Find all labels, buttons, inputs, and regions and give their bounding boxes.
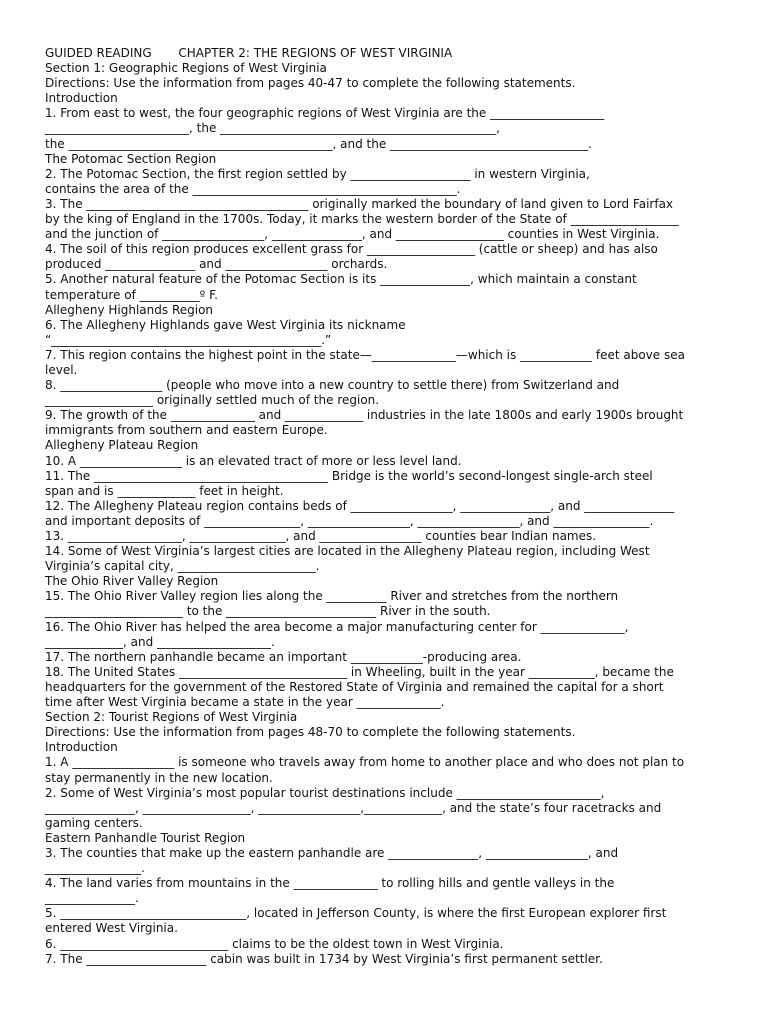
text-line: GUIDED READING CHAPTER 2: THE REGIONS OF WEST VIRGINIA (45, 46, 453, 60)
text-line: _______________. (45, 891, 139, 906)
text-line: stay permanently in the new location. (45, 770, 273, 785)
text-line: 17. The northern panhandle became an important ____________-producing area. (45, 649, 522, 664)
text-line: 4. The soil of this region produces excellent grass for __________________ (cattle or sheep) and has also (45, 242, 658, 257)
text-line: 6. The Allegheny Highlands gave West Virginia its nickname (45, 317, 406, 332)
text-line: Allegheny Plateau Region (45, 438, 199, 453)
text-line: 7. This region contains the highest point in the state—______________—which is ____________ feet above sea (45, 347, 685, 362)
text-line: Directions: Use the information from pages 48-70 to complete the following statements. (45, 725, 576, 740)
text-line: 2. The Potomac Section, the first region settled by ____________________ in western Virginia, (45, 166, 590, 181)
text-line: 5. _______________________________, located in Jefferson County, is where the first European explorer first (45, 906, 667, 921)
text-line: Introduction (45, 740, 118, 755)
text-line: ________________________, the ______________________________________________, (45, 121, 500, 136)
text-line: Introduction (45, 91, 118, 106)
text-line: The Potomac Section Region (45, 151, 217, 166)
text-line: contains the area of the ____________________________________________. (45, 181, 461, 196)
text-line: Eastern Panhandle Tourist Region (45, 830, 246, 845)
text-line: 8. _________________ (people who move into a new country to settle there) from Switzerland and (45, 378, 620, 393)
text-line: time after West Virginia became a state in the year ______________. (45, 695, 445, 710)
text-line: 13. ___________________, ________________, and _________________ counties bear Indian names. (45, 529, 597, 543)
text-line: and important deposits of ________________, _________________, _________________, and ________________. (45, 513, 654, 528)
text-line: 15. The Ohio River Valley region lies along the __________ River and stretches from the northern (45, 589, 619, 604)
text-line: 1. From east to west, the four geographic regions of West Virginia are the ___________________ (45, 106, 605, 121)
text-line: immigrants from southern and eastern Europe. (45, 423, 328, 438)
text-line: Directions: Use the information from pages 40-47 to complete the following statements. (45, 76, 576, 91)
text-line: level. (45, 362, 78, 377)
text-line: __________________ originally settled much of the region. (45, 393, 380, 408)
text-line: Section 2: Tourist Regions of West Virginia (45, 710, 298, 725)
text-line: 1. A _________________ is someone who travels away from home to another place and who does not plan to (45, 755, 685, 770)
text-line: 16. The Ohio River has helped the area become a major manufacturing center for ______________, (45, 619, 629, 634)
text-line: 4. The land varies from mountains in the ______________ to rolling hills and gentle valleys in the (45, 876, 615, 891)
text-line: the ____________________________________________, and the _________________________________. (45, 136, 592, 151)
text-line: Section 1: Geographic Regions of West Virginia (45, 61, 327, 76)
worksheet-body (45, 46, 725, 967)
text-line: _____________, and ___________________. (45, 634, 275, 649)
text-line: 5. Another natural feature of the Potomac Section is its _______________, which maintain a constant (45, 272, 637, 287)
text-line: 12. The Allegheny Plateau region contains beds of _________________, _______________, and _______________ (45, 498, 675, 513)
text-line: headquarters for the government of the Restored State of Virginia and remained the capital for a short (45, 679, 664, 694)
text-line: 3. The _____________________________________ originally marked the boundary of land given to Lord Fairfax (45, 196, 674, 211)
text-line: produced _______________ and _________________ orchards. (45, 257, 388, 272)
text-line: temperature of __________º F. (45, 287, 218, 302)
text-line: 7. The ____________________ cabin was built in 1734 by West Virginia’s first permanent settler. (45, 951, 603, 966)
text-line: The Ohio River Valley Region (45, 574, 219, 589)
text-line: 9. The growth of the ______________ and _____________ industries in the late 1800s and early 1900s brought (45, 408, 684, 423)
text-line: by the king of England in the 1700s. Today, it marks the western border of the State of __________________ (45, 212, 679, 227)
text-line: gaming centers. (45, 815, 143, 830)
text-line: entered West Virginia. (45, 921, 178, 936)
text-line: 6. ____________________________ claims to be the oldest town in West Virginia. (45, 936, 504, 951)
text-line: 14. Some of West Virginia’s largest cities are located in the Allegheny Plateau region, including West (45, 544, 650, 559)
text-line: “_____________________________________________.” (45, 332, 332, 347)
text-line: span and is _____________ feet in height. (45, 483, 284, 498)
text-line: 18. The United States ____________________________ in Wheeling, built in the year ___________, became the (45, 664, 674, 679)
text-line: 10. A _________________ is an elevated tract of more or less level land. (45, 453, 462, 468)
text-line: _______________, __________________, _________________,_____________, and the state’s four racetracks and (45, 800, 662, 815)
text-line: Allegheny Highlands Region (45, 302, 214, 317)
text-line: _______________________ to the _________________________ River in the south. (45, 604, 491, 619)
text-line: ________________. (45, 861, 145, 876)
text-line: 3. The counties that make up the eastern panhandle are _______________, _________________, and (45, 845, 619, 860)
text-line: 2. Some of West Virginia’s most popular tourist destinations include ________________________, (45, 785, 605, 800)
text-line: Virginia’s capital city, _______________________. (45, 559, 320, 574)
text-line: and the junction of _________________, _______________, and __________________ counties in West Virginia. (45, 227, 660, 242)
text-line: 11. The _______________________________________ Bridge is the world’s second-longest single-arch steel (45, 468, 653, 483)
